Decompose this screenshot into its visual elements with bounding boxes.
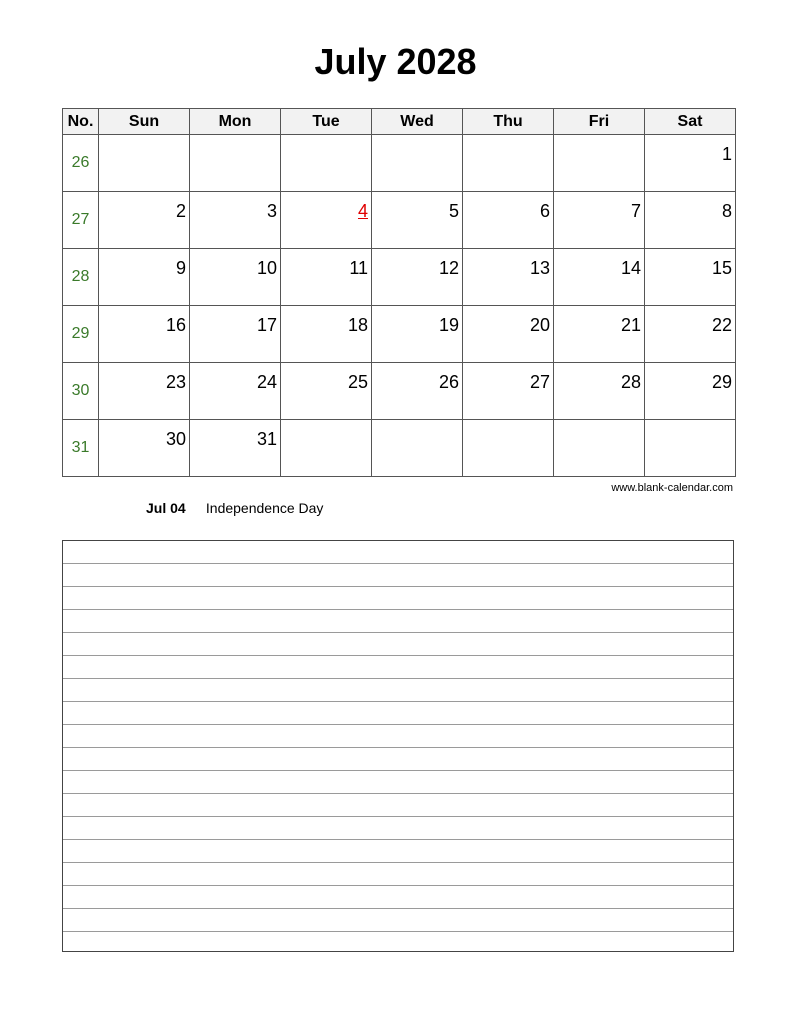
day-cell [281, 249, 372, 306]
day-cell [99, 420, 190, 477]
header-mon: Mon [190, 109, 281, 135]
week-number: 28 [63, 249, 99, 306]
week-number: 26 [63, 135, 99, 192]
week-row [63, 135, 736, 192]
day-cell [281, 192, 372, 249]
week-row [63, 306, 736, 363]
day-number: 22 [711, 315, 732, 335]
week-number: 29 [63, 306, 99, 363]
day-number [99, 135, 189, 144]
day-number: 10 [256, 258, 277, 278]
day-number: 27 [529, 372, 550, 392]
day-cell [645, 306, 736, 363]
day-number: 30 [165, 429, 186, 449]
header-fri: Fri [554, 109, 645, 135]
day-cell [463, 363, 554, 420]
day-cell [554, 363, 645, 420]
week-row [63, 363, 736, 420]
day-number [190, 135, 280, 144]
calendar-title: July 2028 [314, 41, 477, 82]
day-cell [463, 420, 554, 477]
day-cell [99, 249, 190, 306]
day-cell [190, 306, 281, 363]
header-wed: Wed [372, 109, 463, 135]
holiday-list-item [146, 500, 323, 516]
day-cell [645, 249, 736, 306]
day-number: 2 [175, 201, 186, 221]
day-cell [463, 249, 554, 306]
note-line [63, 908, 733, 909]
week-number: 30 [63, 363, 99, 420]
day-number: 3 [266, 201, 277, 221]
day-number [554, 135, 644, 144]
day-number: 7 [630, 201, 641, 221]
day-number: 14 [620, 258, 641, 278]
day-cell [281, 420, 372, 477]
day-cell [645, 135, 736, 192]
day-cell [281, 135, 372, 192]
day-cell [463, 192, 554, 249]
website-link: www.blank-calendar.com [611, 482, 733, 494]
day-cell [372, 363, 463, 420]
note-line [63, 632, 733, 633]
day-cell [190, 249, 281, 306]
day-number: 21 [620, 315, 641, 335]
day-number: 18 [347, 315, 368, 335]
day-number: 23 [165, 372, 186, 392]
note-line [63, 885, 733, 886]
week-number: 27 [63, 192, 99, 249]
calendar-grid [62, 108, 736, 477]
holiday-date: Jul 04 [146, 500, 186, 516]
day-cell [372, 306, 463, 363]
note-line [63, 862, 733, 863]
day-number: 28 [620, 372, 641, 392]
day-number: 16 [165, 315, 186, 335]
week-row [63, 192, 736, 249]
day-number [463, 135, 553, 144]
note-line [63, 724, 733, 725]
day-cell [554, 420, 645, 477]
header-week-number: No. [63, 109, 99, 135]
note-line [63, 931, 733, 932]
day-number [281, 135, 371, 144]
day-number: 1 [721, 144, 732, 164]
note-line [63, 586, 733, 587]
note-line [63, 747, 733, 748]
note-line [63, 793, 733, 794]
day-cell [99, 363, 190, 420]
day-cell [190, 420, 281, 477]
day-number: 11 [349, 258, 368, 278]
day-cell [281, 306, 372, 363]
day-cell [99, 135, 190, 192]
day-number [645, 420, 735, 429]
note-line [63, 609, 733, 610]
day-cell [645, 192, 736, 249]
holiday-name: Independence Day [205, 500, 324, 516]
day-number: 25 [347, 372, 368, 392]
day-number [372, 420, 462, 429]
note-line [63, 701, 733, 702]
day-number [554, 420, 644, 429]
day-number [463, 420, 553, 429]
day-number: 13 [529, 258, 550, 278]
day-number: 4 [357, 201, 368, 221]
week-row [63, 249, 736, 306]
day-cell [281, 363, 372, 420]
header-sun: Sun [99, 109, 190, 135]
day-number: 15 [711, 258, 732, 278]
note-line [63, 655, 733, 656]
note-line [63, 563, 733, 564]
day-cell [554, 135, 645, 192]
day-number: 31 [256, 429, 277, 449]
day-cell [645, 420, 736, 477]
day-cell [645, 363, 736, 420]
day-cell [99, 192, 190, 249]
day-number: 24 [256, 372, 277, 392]
day-number: 12 [438, 258, 459, 278]
day-cell [190, 363, 281, 420]
day-number: 26 [438, 372, 459, 392]
day-cell [190, 192, 281, 249]
day-cell [99, 306, 190, 363]
header-sat: Sat [645, 109, 736, 135]
day-cell [554, 249, 645, 306]
day-number [281, 420, 371, 429]
day-number [372, 135, 462, 144]
notes-area [62, 540, 734, 952]
note-line [63, 839, 733, 840]
calendar-header-row [63, 109, 736, 135]
day-cell [554, 306, 645, 363]
day-cell [463, 135, 554, 192]
day-number: 6 [539, 201, 550, 221]
day-cell [372, 420, 463, 477]
note-line [63, 678, 733, 679]
day-cell [372, 135, 463, 192]
day-number: 8 [721, 201, 732, 221]
header-thu: Thu [463, 109, 554, 135]
note-line [63, 816, 733, 817]
header-tue: Tue [281, 109, 372, 135]
day-cell [554, 192, 645, 249]
day-cell [372, 192, 463, 249]
day-cell [190, 135, 281, 192]
day-number: 29 [711, 372, 732, 392]
day-cell [463, 306, 554, 363]
day-cell [372, 249, 463, 306]
day-number: 20 [529, 315, 550, 335]
day-number: 19 [438, 315, 459, 335]
week-row [63, 420, 736, 477]
week-number: 31 [63, 420, 99, 477]
day-number: 17 [256, 315, 277, 335]
day-number: 5 [448, 201, 459, 221]
day-number: 9 [175, 258, 186, 278]
note-line [63, 770, 733, 771]
